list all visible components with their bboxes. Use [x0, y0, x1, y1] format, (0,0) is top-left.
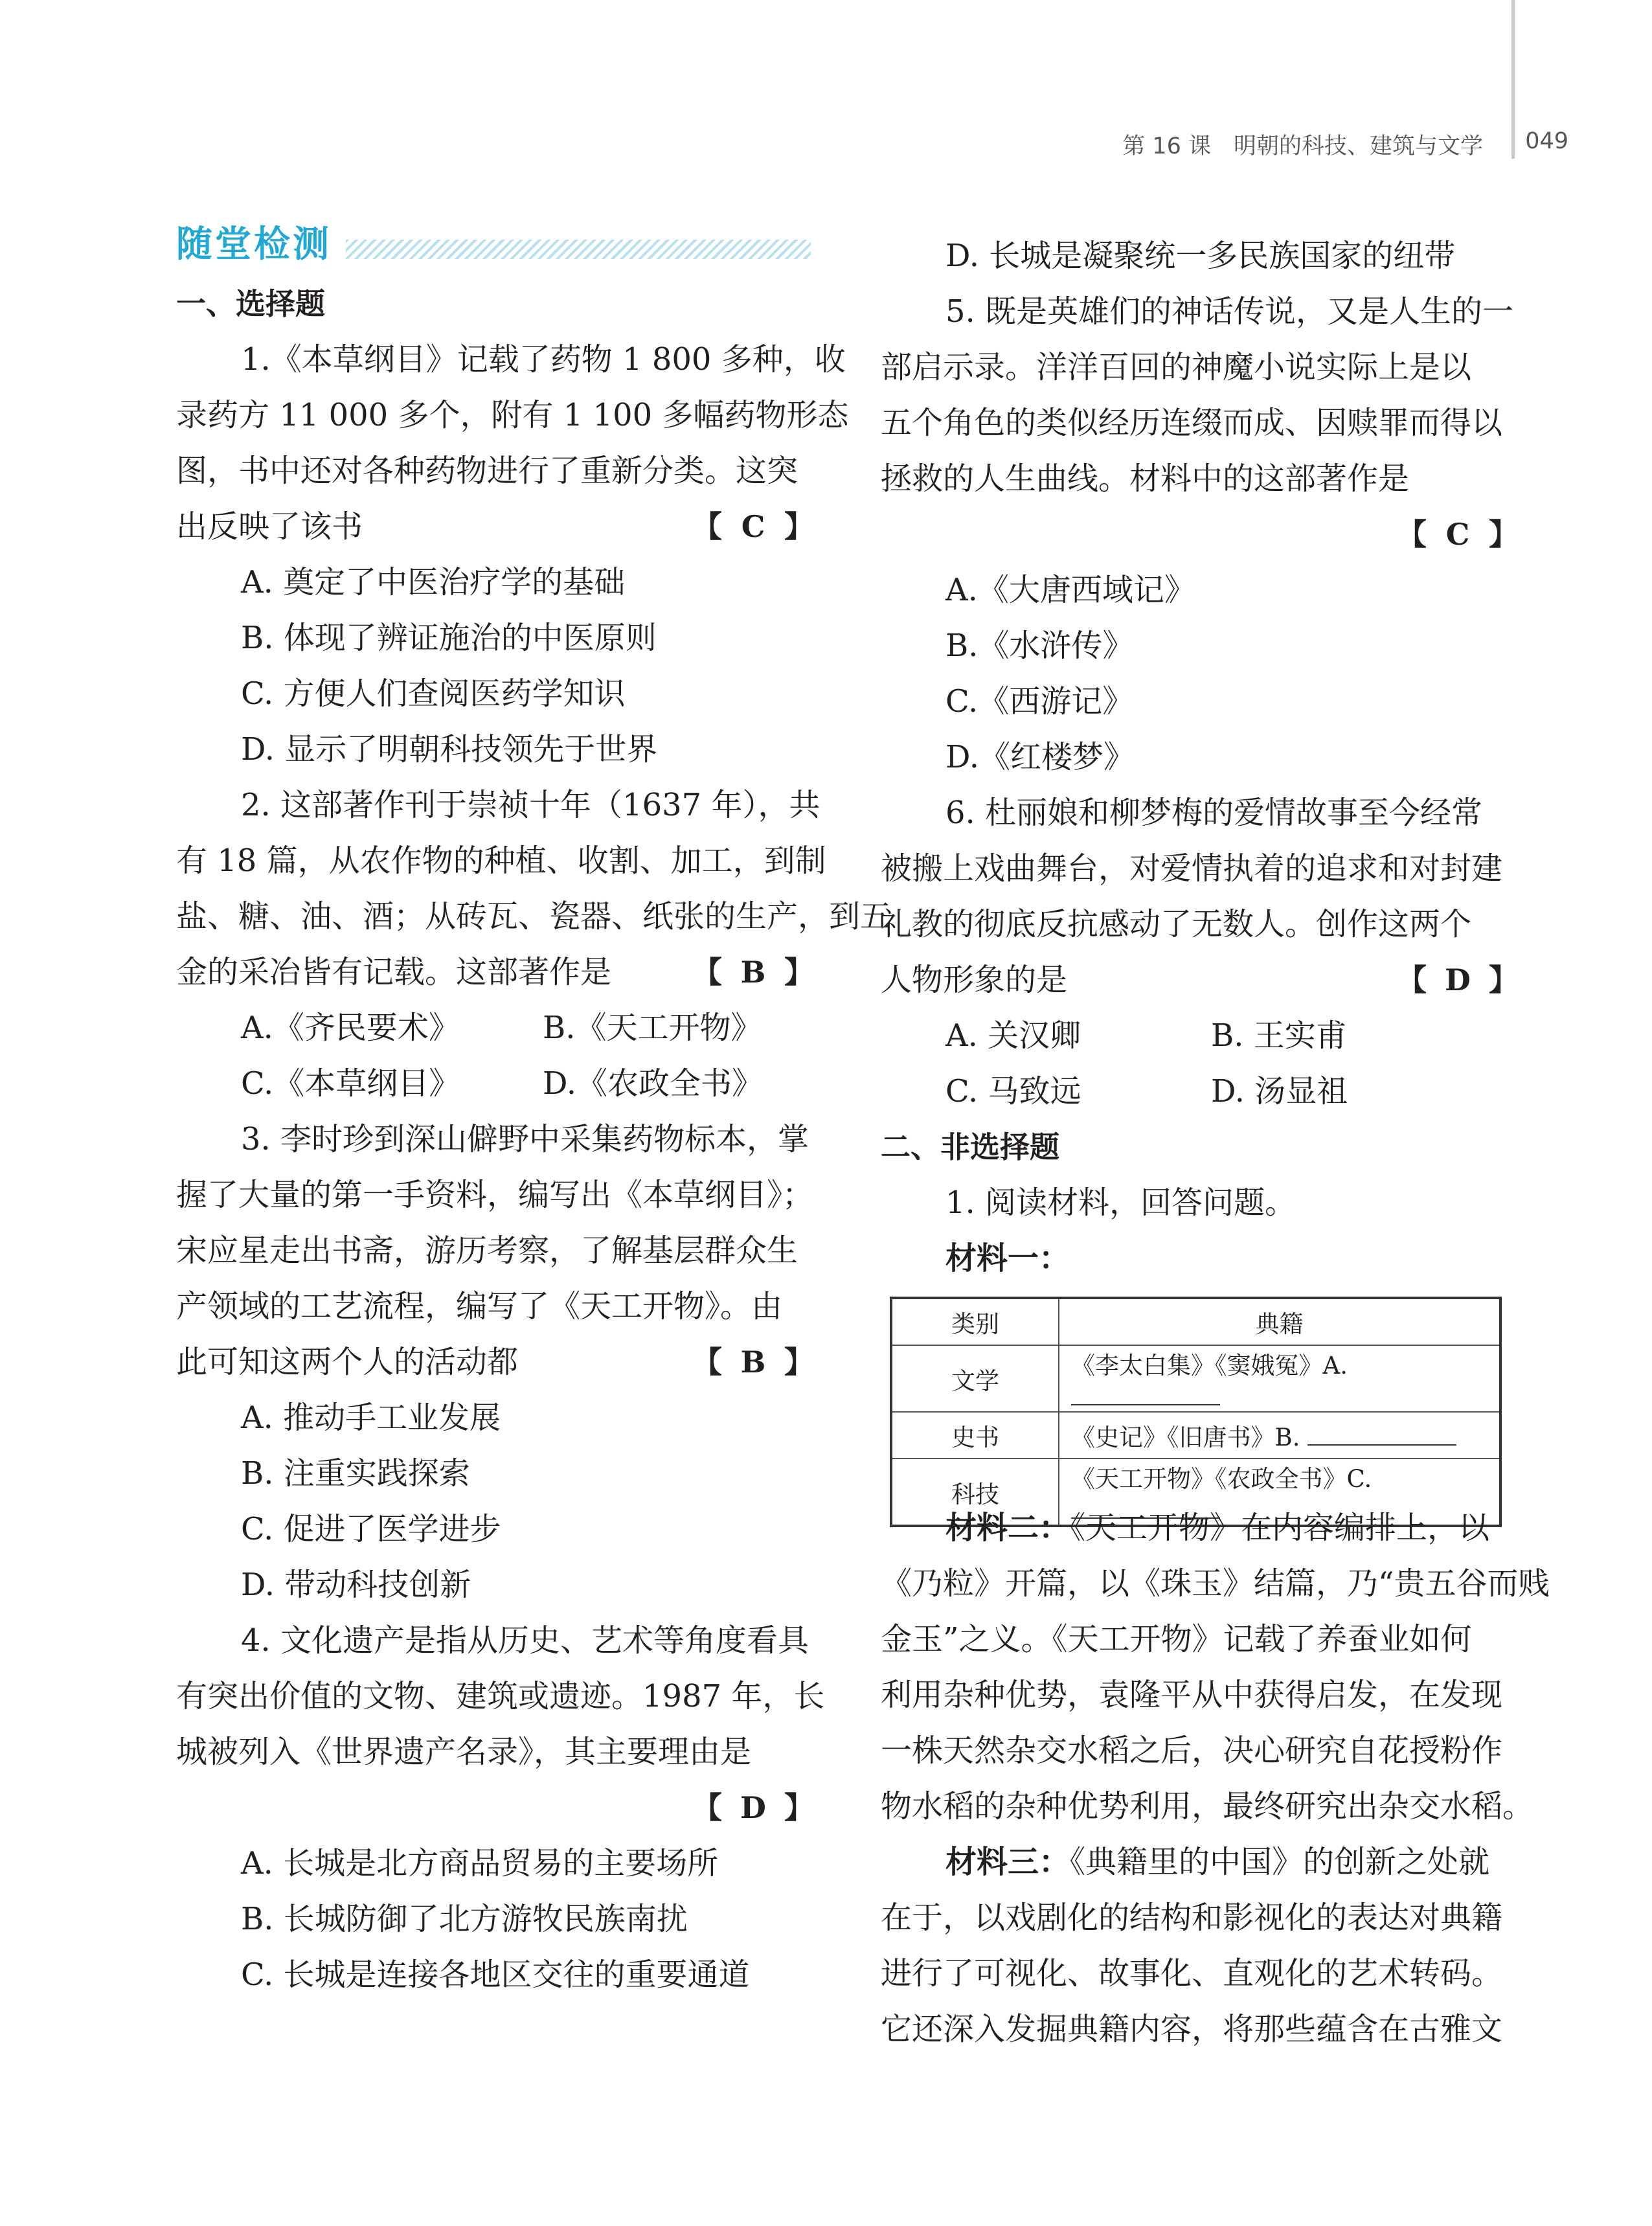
- question-text: 此可知这两个人的活动都: [176, 1344, 519, 1380]
- material-text: 《天工开物》在内容编排上，以: [1070, 1510, 1490, 1546]
- option-d: D. 汤显祖: [1211, 1073, 1348, 1109]
- option-a: A. 关汉卿: [945, 1017, 1081, 1054]
- cell-text: 《天工开物》《农政全书》C.: [1071, 1465, 1372, 1493]
- question-text-line: 5. 既是英雄们的神话传说，又是人生的一: [945, 293, 1514, 330]
- material-3-label: 材料三：: [945, 1844, 1070, 1880]
- option-b: B.《水浒传》: [945, 628, 1134, 664]
- table-header: 类别: [891, 1298, 1059, 1345]
- question-text-line: [881, 952, 1519, 1008]
- material-text: 《典籍里的中国》的创新之处就: [1070, 1844, 1490, 1880]
- running-header: [1036, 128, 1568, 161]
- answer-value: B: [740, 955, 766, 990]
- question-text-line: 3. 李时珍到深山僻野中采集药物标本，掌: [241, 1121, 809, 1157]
- material-3-line: [881, 1834, 1519, 1890]
- answer-bracket: 【 B 】: [692, 1334, 814, 1390]
- answer-bracket: 【 D 】: [692, 1780, 814, 1835]
- section-title-decoration: [346, 240, 811, 259]
- material-2-line: [881, 1500, 1519, 1556]
- option-d: D.《农政全书》: [543, 1065, 764, 1102]
- answer-line: [881, 506, 1519, 562]
- question-text-line: 盐、糖、油、酒；从砖瓦、瓷器、纸张的生产，到五: [176, 898, 892, 935]
- part1-heading: 一、选择题: [176, 286, 325, 321]
- material-text-line: 它还深入发掘典籍内容，将那些蕴含在古雅文: [881, 2011, 1503, 2047]
- option-a: A.《齐民要术》: [241, 1010, 460, 1046]
- material-2-label: 材料二：: [945, 1510, 1070, 1546]
- question-text-line: 产领域的工艺流程，编写了《天工开物》。由: [176, 1288, 783, 1324]
- question-text-line: 被搬上戏曲舞台，对爱情执着的追求和对封建: [881, 850, 1503, 887]
- answer-value: D: [1445, 962, 1471, 997]
- question-text-line: 握了大量的第一手资料，编写出《本草纲目》；: [176, 1177, 814, 1213]
- option-a: A. 长城是北方商品贸易的主要场所: [241, 1845, 719, 1881]
- page-number: 049: [1525, 128, 1568, 154]
- question-text: 出反映了该书: [176, 508, 363, 545]
- table-cell: 文学: [891, 1345, 1059, 1412]
- table-row: [891, 1412, 1500, 1459]
- table-cell: [1059, 1345, 1500, 1412]
- table-cell: [1059, 1412, 1500, 1459]
- option-c: C. 促进了医学进步: [241, 1511, 501, 1547]
- table-row: [891, 1345, 1500, 1412]
- answer-bracket: 【 C 】: [1397, 506, 1519, 562]
- question-1: [176, 332, 849, 777]
- question-text-line: 4. 文化遗产是指从历史、艺术等角度看具: [241, 1622, 809, 1659]
- answer-blank[interactable]: [1307, 1421, 1456, 1446]
- question-text-line: 有 18 篇，从农作物的种植、收割、加工，到制: [176, 843, 826, 879]
- material-text-line: 在于，以戏剧化的结构和影视化的表达对典籍: [881, 1900, 1503, 1936]
- section-header: [176, 214, 814, 276]
- option-b: B. 长城防御了北方游牧民族南扰: [241, 1901, 688, 1937]
- question-text: 人物形象的是: [881, 962, 1068, 998]
- right-column: [881, 228, 1550, 2057]
- question-2: [176, 777, 892, 1111]
- option-b: B.《天工开物》: [543, 1010, 762, 1046]
- cell-text: 《李太白集》《窦娥冤》A.: [1071, 1352, 1348, 1380]
- question-text-line: [176, 499, 814, 554]
- question-6: [881, 785, 1519, 1119]
- option-c: C. 方便人们查阅医药学知识: [241, 676, 626, 712]
- option-b: B. 体现了辨证施治的中医原则: [241, 620, 657, 656]
- question-4: [176, 1613, 825, 2003]
- table-header-row: [891, 1298, 1500, 1345]
- question-text-line: 录药方 11 000 多个，附有 1 100 多幅药物形态: [176, 397, 849, 433]
- question-text-line: 城被列入《世界遗产名录》，其主要理由是: [176, 1734, 752, 1770]
- answer-bracket: 【 B 】: [692, 944, 814, 1000]
- option-c: C.《本草纲目》: [241, 1065, 460, 1102]
- option-c: C. 长城是连接各地区交往的重要通道: [241, 1957, 750, 1993]
- option-row: [881, 1008, 1519, 1063]
- option-c: C. 马致远: [945, 1073, 1081, 1109]
- header-divider: [1511, 0, 1515, 159]
- option-d: D. 显示了明朝科技领先于世界: [241, 731, 658, 767]
- nonchoice-question-1: [881, 1175, 1550, 2057]
- option-d: D. 长城是凝聚统一多民族国家的纽带: [945, 238, 1456, 274]
- question-text-line: 1.《本草纲目》记载了药物 1 800 多种，收: [241, 341, 846, 378]
- question-text-line: 礼教的彻底反抗感动了无数人。创作这两个: [881, 906, 1472, 942]
- question-text-line: 2. 这部著作刊于崇祯十年（1637 年），共: [241, 787, 820, 823]
- answer-value: D: [740, 1790, 766, 1825]
- question-text-line: 有突出价值的文物、建筑或遗迹。1987 年，长: [176, 1678, 825, 1714]
- question-3: [176, 1111, 814, 1613]
- cell-text: 《史记》《旧唐书》B.: [1071, 1424, 1300, 1451]
- question-text-line: [176, 944, 814, 1000]
- question-intro: 1. 阅读材料，回答问题。: [945, 1185, 1296, 1221]
- reference-table: [890, 1297, 1502, 1527]
- reference-table-wrap: [881, 1286, 1519, 1508]
- question-text-line: 图，书中还对各种药物进行了重新分类。这突: [176, 453, 798, 489]
- part2-heading: 二、非选择题: [881, 1130, 1059, 1164]
- material-text-line: 一株天然杂交水稻之后，决心研究自花授粉作: [881, 1732, 1503, 1769]
- question-text-line: 拯救的人生曲线。材料中的这部著作是: [881, 460, 1410, 497]
- table-cell: 史书: [891, 1412, 1059, 1459]
- option-row: [881, 1063, 1519, 1119]
- option-row: [176, 1056, 814, 1111]
- option-a: A. 推动手工业发展: [241, 1400, 501, 1436]
- question-text-line: 6. 杜丽娘和柳梦梅的爱情故事至今经常: [945, 795, 1483, 831]
- option-d: D.《红楼梦》: [945, 739, 1135, 775]
- material-text-line: 《乃粒》开篇，以《珠玉》结篇，乃“贵五谷而贱: [881, 1565, 1550, 1602]
- option-d: D. 带动科技创新: [241, 1567, 471, 1603]
- answer-value: C: [741, 509, 765, 544]
- option-c: C.《西游记》: [945, 683, 1134, 720]
- answer-blank[interactable]: [1071, 1381, 1220, 1405]
- question-text: 金的采冶皆有记载。这部著作是: [176, 954, 612, 990]
- question-text-line: 部启示录。洋洋百回的神魔小说实际上是以: [881, 349, 1472, 385]
- question-5: [881, 284, 1519, 785]
- table-cell: 科技: [891, 1459, 1059, 1526]
- option-b: B. 注重实践探索: [241, 1455, 470, 1492]
- option-b: B. 王实甫: [1211, 1017, 1347, 1054]
- answer-value: B: [740, 1345, 766, 1380]
- material-1-label: 材料一：: [945, 1240, 1070, 1277]
- left-column: [176, 214, 892, 2003]
- material-text-line: 利用杂种优势，袁隆平从中获得启发，在发现: [881, 1677, 1503, 1713]
- material-text-line: 进行了可视化、故事化、直观化的艺术转码。: [881, 1955, 1503, 1992]
- material-text-line: 金玉”之义。《天工开物》记载了养蚕业如何: [881, 1621, 1472, 1657]
- material-text-line: 物水稻的杂种优势利用，最终研究出杂交水稻。: [881, 1788, 1534, 1824]
- answer-bracket: 【 C 】: [692, 499, 814, 554]
- option-row: [176, 1000, 814, 1056]
- answer-value: C: [1445, 517, 1470, 552]
- question-text-line: 五个角色的类似经历连缀而成、因赎罪而得以: [881, 405, 1503, 441]
- question-text-line: 宋应星走出书斋，游历考察，了解基层群众生: [176, 1232, 798, 1269]
- answer-bracket: 【 D 】: [1397, 952, 1519, 1008]
- section-title: 随堂检测: [176, 223, 332, 266]
- option-a: A.《大唐西域记》: [945, 572, 1195, 608]
- lesson-title: 第 16 课 明朝的科技、建筑与文学: [1122, 133, 1483, 159]
- table-header: 典籍: [1059, 1298, 1500, 1345]
- option-a: A. 奠定了中医治疗学的基础: [241, 564, 626, 600]
- question-text-line: [176, 1334, 814, 1390]
- answer-line: [176, 1780, 814, 1835]
